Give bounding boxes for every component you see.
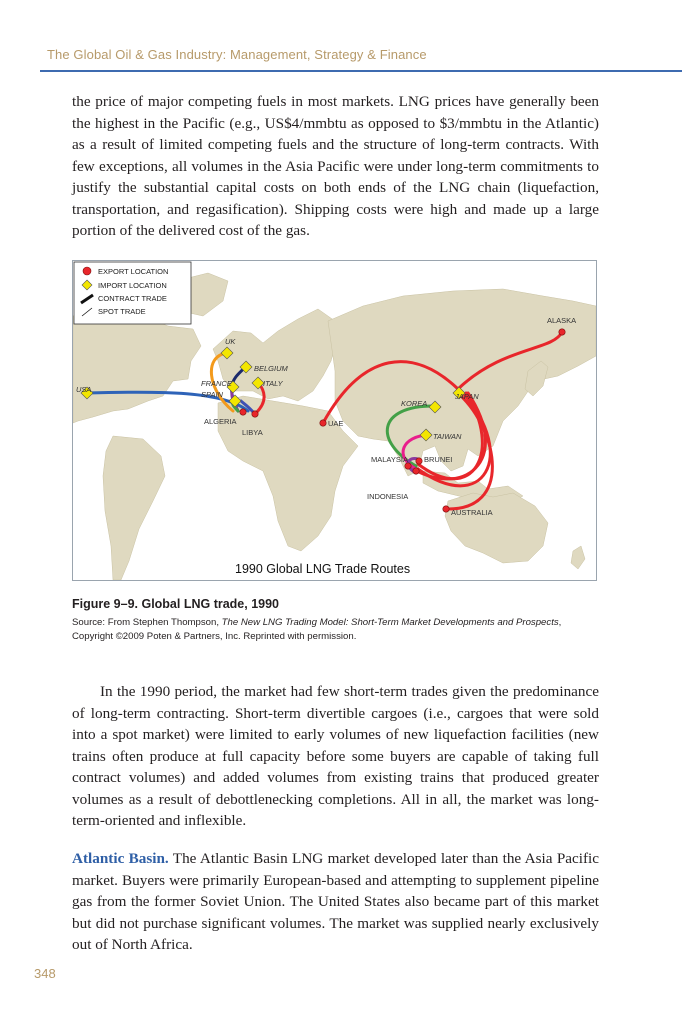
label-italy: ITALY [263, 379, 283, 388]
label-alaska: ALASKA [547, 316, 577, 325]
legend-contract-label: CONTRACT TRADE [98, 294, 167, 303]
label-libya: LIBYA [242, 428, 263, 437]
label-malaysia: MALAYSIA [371, 455, 408, 464]
body-paragraph-2: In the 1990 period, the market had few short-term trades given the predominance of long-term contracting. Short-term divertible cargoes (i.e., cargoes that were sold into a spot market) were limited to early volumes of new liquefaction facilities (new trains often produce at full capacity before some buyers are capable of taking full contract volumes) and added volumes from existing trains that produced greater volumes as a result of debottlenecking completions. All in all, the market was long-term-oriented and inflexible. [72, 683, 599, 829]
export-marker-australia [443, 506, 449, 512]
label-taiwan: TAIWAN [433, 432, 462, 441]
export-marker-indonesia [413, 468, 419, 474]
label-france: FRANCE [201, 379, 232, 388]
section-runin-heading: Atlantic Basin. [72, 850, 169, 867]
export-marker-libya [252, 411, 258, 417]
label-uae: UAE [328, 419, 344, 428]
label-australia: AUSTRALIA [451, 508, 493, 517]
label-uk: UK [225, 337, 236, 346]
label-algeria: ALGERIA [204, 417, 237, 426]
body-paragraph-3-text: The Atlantic Basin LNG market developed later than the Asia Pacific market. Buyers were primarily European-based and attempting to supplement pipeline gas from the former Soviet Union. The United States also became part of this market but did not purchase significant volumes. The market was supplied nearly exclusively out of North Africa. [72, 850, 599, 953]
legend-export-label: EXPORT LOCATION [98, 267, 169, 276]
running-head: The Global Oil & Gas Industry: Management, Strategy & Finance [47, 47, 427, 62]
body-paragraph-3 [72, 848, 599, 956]
export-marker-uae [320, 420, 326, 426]
source-title: The New LNG Trading Model: Short-Term Market Developments and Prospects [221, 617, 559, 628]
lng-trade-map [73, 261, 596, 580]
figure-caption-title: Figure 9–9. Global LNG trade, 1990 [72, 597, 280, 611]
label-belgium: BELGIUM [254, 364, 288, 373]
lng-trade-map-figure [72, 260, 597, 581]
legend-export-icon [83, 267, 91, 275]
export-marker-brunei [416, 458, 422, 464]
export-marker-alaska [559, 329, 565, 335]
label-usa: USA [76, 385, 92, 394]
map-legend [74, 262, 191, 324]
source-prefix: Source: From Stephen Thompson, [72, 617, 222, 628]
label-brunei: BRUNEI [424, 455, 453, 464]
label-korea: KOREA [401, 399, 428, 408]
export-marker-algeria [240, 409, 246, 415]
legend-import-label: IMPORT LOCATION [98, 281, 167, 290]
label-indonesia: INDONESIA [367, 492, 409, 501]
body-paragraph-1: the price of major competing fuels in most markets. LNG prices have generally been the highest in the Pacific (e.g., US$4/mmbtu as opposed to $3/mmbtu in the Atlantic) as a result of limited competing fuels and the structure of long-term contracts. With few exceptions, all volumes in the Asia Pacific were under long-term commitments to justify the substantial capital costs on both ends of the LNG chain (liquefaction, transportation, and regasification). Shipping costs were high and made up a large portion of the delivered cost of the gas. [72, 93, 599, 239]
header-rule [40, 70, 682, 72]
label-japan: JAPAN [455, 392, 479, 401]
page-number: 348 [34, 966, 56, 981]
legend-spot-label: SPOT TRADE [98, 307, 146, 316]
label-spain: SPAIN [201, 390, 223, 399]
figure-source-note [72, 616, 602, 644]
map-title: 1990 Global LNG Trade Routes [235, 562, 411, 576]
source-suffix: , Copyright ©2009 Poten & Partners, Inc. Reprinted with permission. [72, 617, 562, 642]
